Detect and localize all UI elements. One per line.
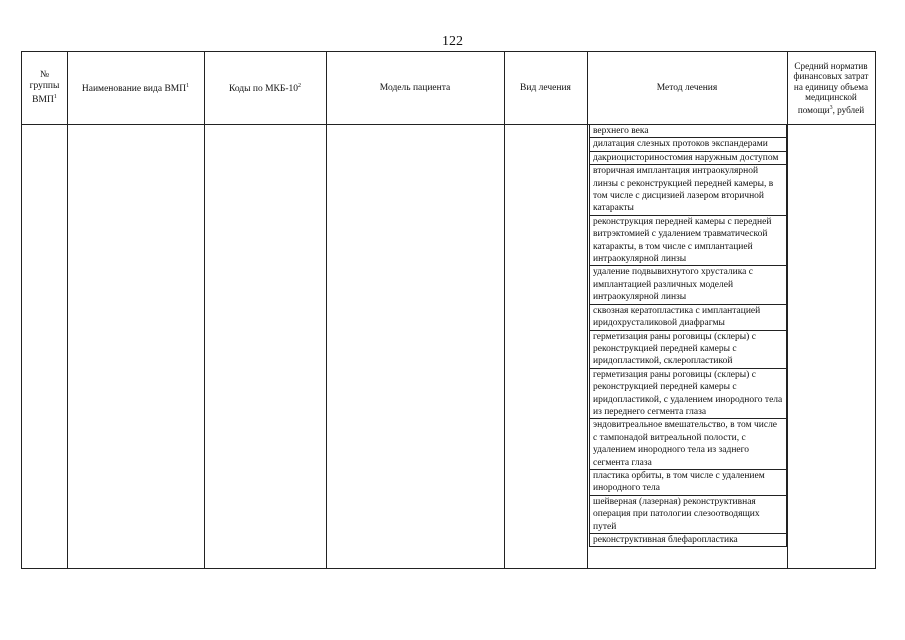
- header-avg-cost-text: Средний норматив финансовых затрат на единицу объема медицинской помощи: [793, 60, 869, 115]
- header-group-no: [22, 52, 67, 124]
- method-cell: верхнего века: [589, 125, 787, 138]
- method-cell: эндовитреальное вмешательство, в том числе с тампонадой витреальной полости, с удалением инородного тела из заднего сегмента глаза: [589, 418, 787, 470]
- header-mkb-codes-text: Коды по МКБ-10: [228, 84, 299, 95]
- header-treatment-type-text: Вид лечения: [520, 82, 571, 93]
- method-cell: дилатация слезных протоков экспандерами: [589, 137, 787, 151]
- method-cell: вторичная имплантация интраокулярной линзы с реконструкцией передней камеры, в том числе с дисцизией лазером вторичной катаракты: [589, 164, 787, 216]
- column-divider: [326, 52, 327, 568]
- header-avg-cost-unit: , рублей: [832, 104, 865, 115]
- method-cell: реконструктивная блефаропластика: [589, 533, 787, 547]
- header-vmp-name: [67, 52, 204, 124]
- footnote-mark: 3: [829, 104, 833, 111]
- header-vmp-name-text: Наименование вида ВМП: [81, 84, 187, 95]
- avg-cost-cell: [789, 126, 876, 569]
- footnote-mark: 1: [53, 93, 57, 100]
- method-cell: пластика орбиты, в том числе с удалением инородного тела: [589, 469, 787, 496]
- vmp-table: [21, 51, 876, 569]
- method-cell: реконструкция передней камеры с передней витрэктомией с удалением травматической катаракты, в том числе с имплантацией интраокулярной линзы: [589, 215, 787, 267]
- column-divider: [504, 52, 505, 568]
- method-cell: шейверная (лазерная) реконструктивная операция при патологии слезоотводящих путей: [589, 495, 787, 534]
- method-cell: герметизация раны роговицы (склеры) с реконструкцией передней камеры с иридопластикой, с удалением инородного тела из переднего сегмента глаза: [589, 368, 787, 420]
- column-divider: [587, 52, 588, 568]
- footnote-mark: 2: [298, 82, 302, 89]
- header-avg-cost: [787, 52, 875, 124]
- header-group-no-text: № группы ВМП: [29, 69, 60, 106]
- methods-list: [589, 125, 787, 547]
- header-patient-model-text: Модель пациента: [379, 82, 451, 93]
- footnote-mark: 1: [186, 82, 190, 89]
- column-divider: [67, 52, 68, 568]
- header-treatment-method-text: Метод лечения: [656, 82, 718, 93]
- method-cell: дакриоцисториностомия наружным доступом: [589, 151, 787, 165]
- header-mkb-codes: [204, 52, 326, 124]
- header-treatment-type: [504, 52, 587, 124]
- column-divider: [787, 52, 788, 568]
- method-cell: удаление подвывихнутого хрусталика с имплантацией различных моделей интраокулярной линзы: [589, 265, 787, 304]
- method-cell: герметизация раны роговицы (склеры) с реконструкцией передней камеры с иридопластикой, склеропластикой: [589, 330, 787, 369]
- method-cell: сквозная кератопластика с имплантацией иридохрусталиковой диафрагмы: [589, 304, 787, 331]
- page-number: 122: [442, 34, 463, 49]
- header-patient-model: [326, 52, 504, 124]
- header-treatment-method: [587, 52, 787, 124]
- column-divider: [204, 52, 205, 568]
